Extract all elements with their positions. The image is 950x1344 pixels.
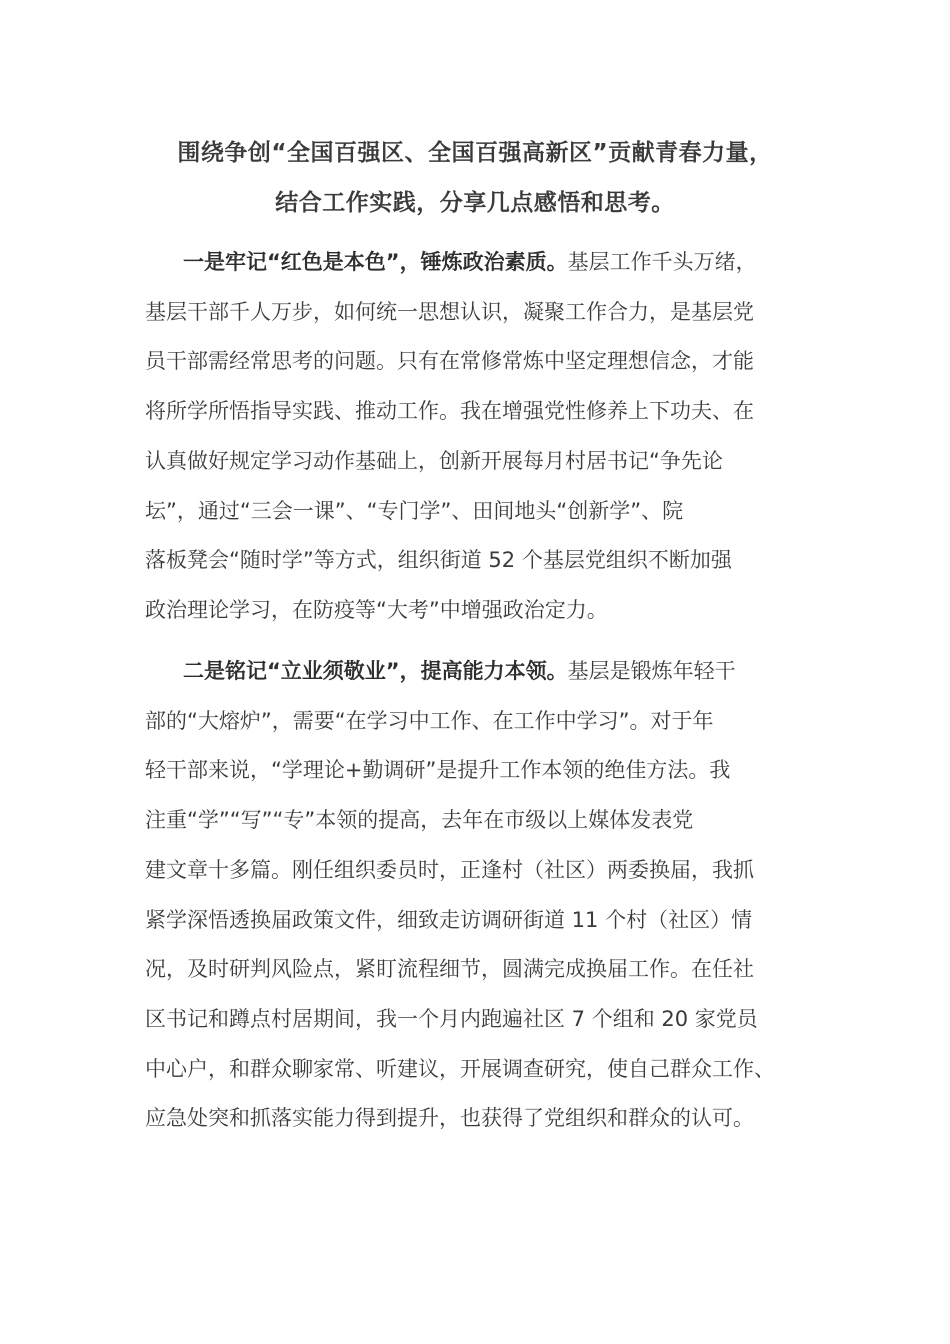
paragraph-line: 区书记和蹲点村居期间，我一个月内跑遍社区 7 个组和 20 家党员 (145, 1006, 758, 1031)
paragraph-lead: 一是牢记“红色是本色”，锤炼政治素质。 (183, 250, 568, 274)
paragraph-line: 将所学所悟指导实践、推动工作。我在增强党性修养上下功夫、在 (145, 399, 754, 424)
paragraph-text: 基层是锻炼年轻干 (567, 659, 736, 683)
paragraph-line: 坛”，通过“三会一课”、“专门学”、田间地头“创新学”、院 (145, 498, 684, 523)
paragraph-line: 注重“学”“写”“专”本领的提高，去年在市级以上媒体发表党 (145, 808, 694, 833)
paragraph-first-line (145, 647, 815, 697)
title-line-2: 结合工作实践，分享几点感悟和思考。 (275, 190, 675, 216)
paragraph-first-line (145, 238, 815, 288)
title-line-1: 围绕争创“全国百强区、全国百强高新区”贡献青春力量， (177, 140, 773, 166)
paragraph-line: 紧学深悟透换届政策文件，细致走访调研街道 11 个村（社区）情 (145, 907, 753, 932)
paragraph-line: 员干部需经常思考的问题。只有在常修常炼中坚定理想信念，才能 (145, 349, 754, 374)
paragraph-red-color (145, 238, 815, 636)
paragraph-line: 中心户，和群众聊家常、听建议，开展调查研究，使自己群众工作、 (145, 1056, 775, 1081)
paragraph-line: 基层干部千人万步，如何统一思想认识，凝聚工作合力，是基层党 (145, 299, 754, 324)
paragraph-line: 况，及时研判风险点，紧盯流程细节，圆满完成换届工作。在任社 (145, 957, 754, 982)
paragraph-line: 建文章十多篇。刚任组织委员时，正逢村（社区）两委换届，我抓 (145, 857, 754, 882)
paragraph-line: 应急处突和抓落实能力得到提升，也获得了党组织和群众的认可。 (145, 1106, 754, 1131)
paragraph-line: 落板凳会“随时学”等方式，组织街道 52 个基层党组织不断加强 (145, 548, 732, 573)
paragraph-line: 轻干部来说，“学理论+勤调研”是提升工作本领的绝佳方法。我 (145, 758, 731, 783)
paragraph-line: 政治理论学习，在防疫等“大考”中增强政治定力。 (145, 597, 608, 622)
paragraph-line: 部的“大熔炉”，需要“在学习中工作、在工作中学习”。对于年 (145, 708, 714, 733)
paragraph-lead: 二是铭记“立业须敬业”，提高能力本领。 (183, 659, 568, 683)
paragraph-text: 基层工作千头万绪， (567, 250, 757, 274)
document-title (120, 128, 830, 228)
paragraph-dedication (145, 647, 815, 1144)
paragraph-line: 认真做好规定学习动作基础上，创新开展每月村居书记“争先论 (145, 448, 723, 473)
